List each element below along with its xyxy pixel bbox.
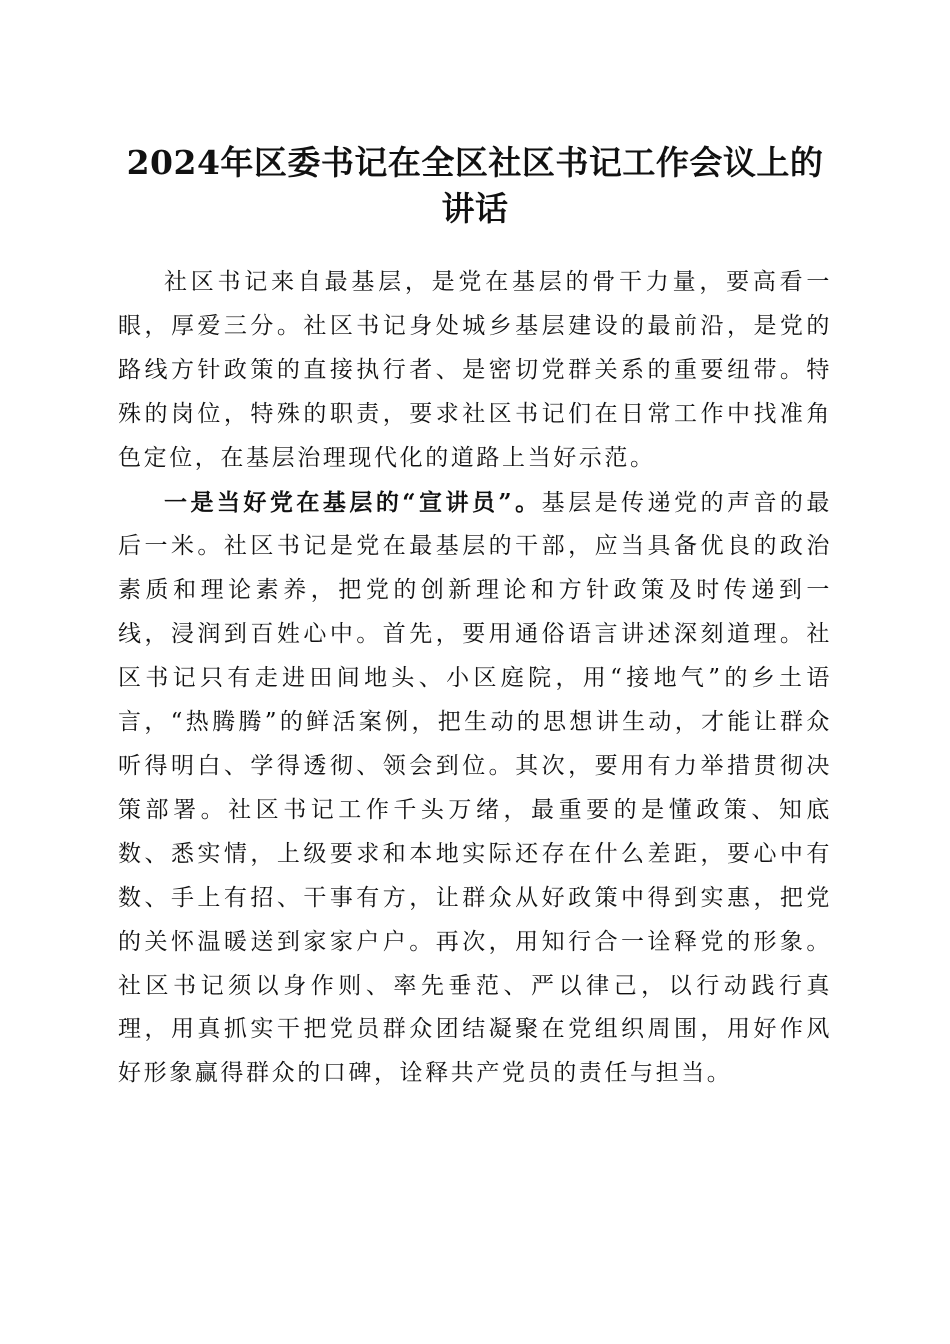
paragraph-intro-text: 社区书记来自最基层，是党在基层的骨干力量，要高看一眼，厚爱三分。社区书记身处城乡基层建设的最前沿，是党的路线方针政策的直接执行者、是密切党群关系的重要纽带。特殊的岗位，特殊的职责，要求社区书记们在日常工作中找准角色定位，在基层治理现代化的道路上当好示范。 — [118, 269, 832, 471]
document-title: 2024年区委书记在全区社区书记工作会议上的讲话 — [126, 143, 824, 228]
paragraph-point-one-heading: 一是当好党在基层的“宣讲员”。 — [164, 488, 542, 516]
paragraph-point-one-text: 基层是传递党的声音的最后一米。社区书记是党在最基层的干部，应当具备优良的政治素质和理论素养，把党的创新理论和方针政策及时传递到一线，浸润到百姓心中。首先，要用通俗语言讲述深刻道理。社区书记只有走进田间地头、小区庭院，用“接地气”的乡土语言，“热腾腾”的鲜活案例，把生动的思想讲生动，才能让群众听得明白、学得透彻、领会到位。其次，要用有力举措贯彻决策部署。社区书记工作千头万绪，最重要的是懂政策、知底数、悉实情，上级要求和本地实际还存在什么差距，要心中有数、手上有招、干事有方，让群众从好政策中得到实惠，把党的关怀温暖送到家家户户。再次，用知行合一诠释党的形象。社区书记须以身作则、率先垂范、严以律己，以行动践行真理，用真抓实干把党员群众团结凝聚在党组织周围，用好作风好形象赢得群众的口碑，诠释共产党员的责任与担当。 — [118, 489, 832, 1087]
document-body — [118, 260, 832, 1096]
paragraph-intro — [118, 260, 832, 481]
paragraph-point-one — [118, 481, 832, 1097]
